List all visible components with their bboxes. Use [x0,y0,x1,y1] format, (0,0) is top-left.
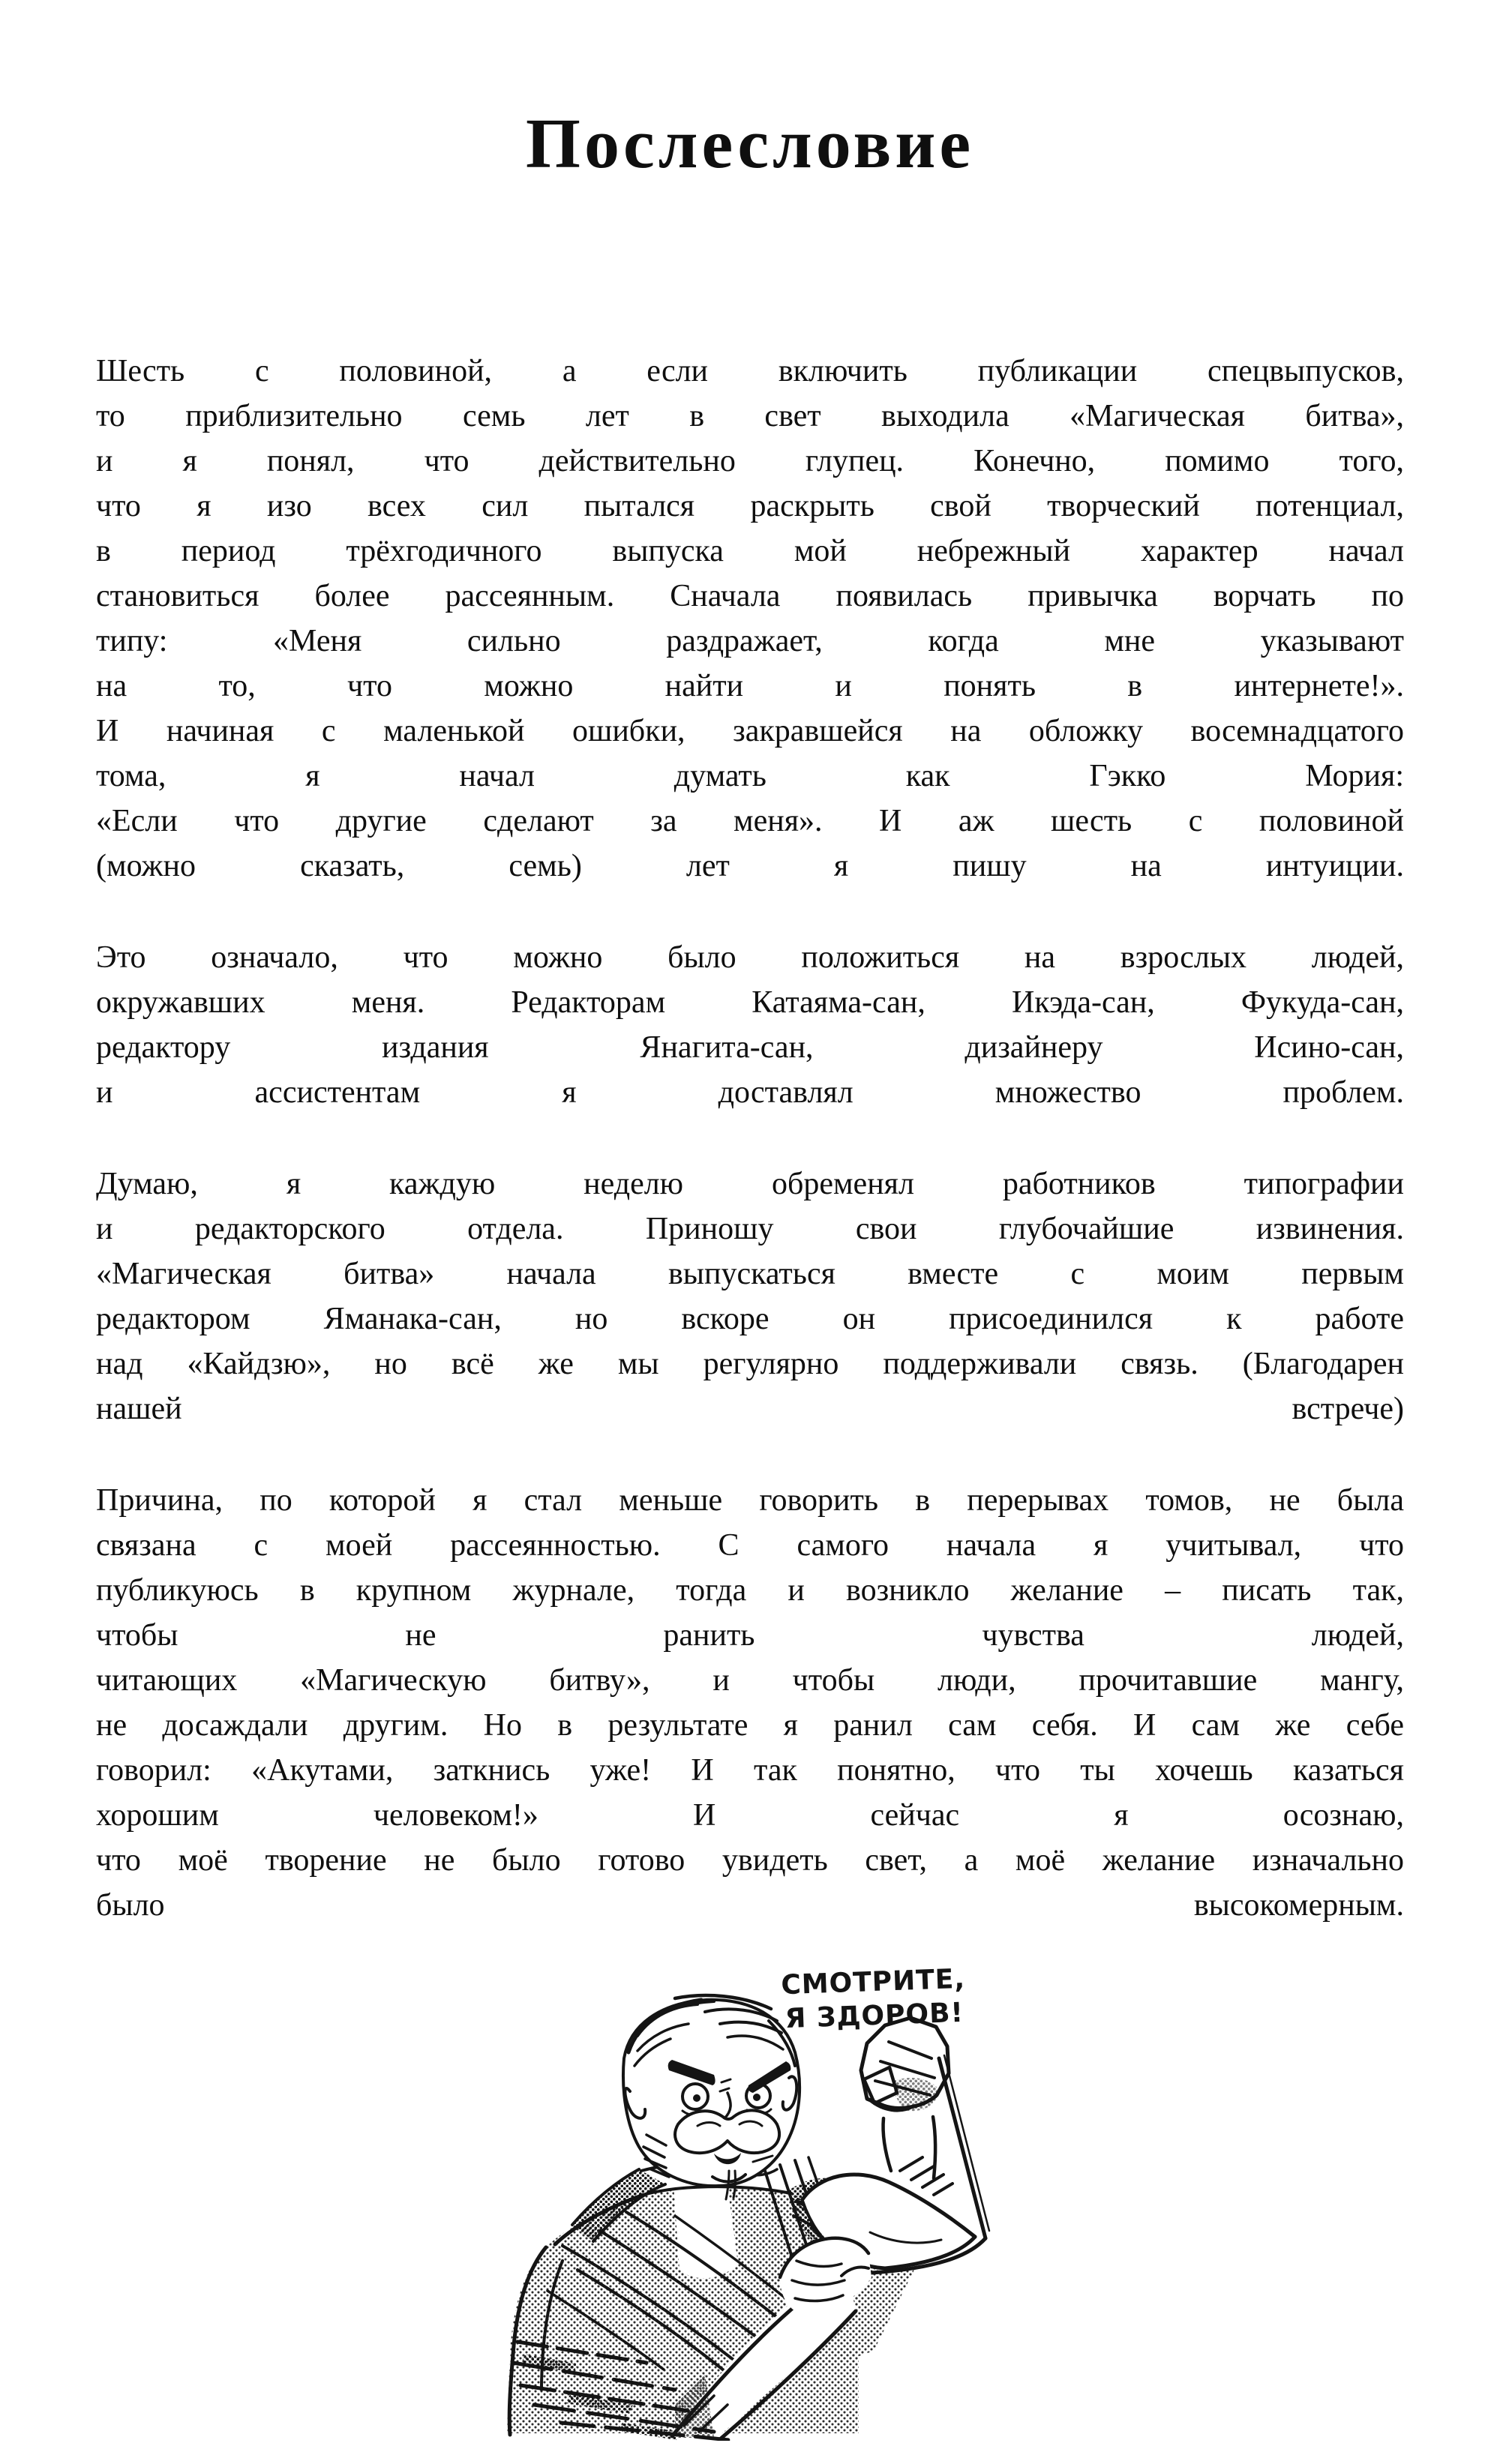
text-line: нашей встрече) [96,1392,1404,1426]
text-line: «Магическая битва» начала выпускаться вместе с моим первым [96,1257,1404,1291]
afterword-page [0,105,1500,2035]
text-line: на то, что можно найти и понять в интернете!». [96,669,1404,703]
text-line: становиться более рассеянным. Сначала появилась привычка ворчать по [96,579,1404,613]
author-illustration [450,1946,1020,2441]
text-line: над «Кайдзю», но всё же мы регулярно поддерживали связь. (Благодарен [96,1347,1404,1381]
text-line: Думаю, я каждую неделю обременял работников типографии [96,1167,1404,1201]
text-line: и ассистентам я доставлял множество проблем. [96,1075,1404,1110]
text-line: и я понял, что действительно глупец. Конечно, помимо того, [96,444,1404,478]
text-line: редактором Яманака-сан, но вскоре он присоединился к работе [96,1302,1404,1336]
text-line: публикуюсь в крупном журнале, тогда и возникло желание – писать так, [96,1573,1404,1608]
text-line: тома, я начал думать как Гэкко Мория: [96,759,1404,793]
text-line: типу: «Меня сильно раздражает, когда мне указывают [96,624,1404,658]
text-line: Это означало, что можно было положиться на взрослых людей, [96,940,1404,975]
text-line: то приблизительно семь лет в свет выходила «Магическая битва», [96,399,1404,433]
text-line: связана с моей рассеянностью. С самого начала я учитывал, что [96,1528,1404,1563]
speech-text [776,1962,973,2036]
afterword-text [96,349,1404,1974]
text-line: Причина, по которой я стал меньше говорить в перерывах томов, не была [96,1483,1404,1518]
text-line: И начиная с маленькой ошибки, закравшейся на обложку восемнадцатого [96,714,1404,748]
text-line: было высокомерным. [96,1888,1404,1923]
text-line: Шесть с половиной, а если включить публикации спецвыпусков, [96,354,1404,388]
paragraph-4 [96,1478,1404,1928]
text-line: говорил: «Акутами, заткнись уже! И так понятно, что ты хочешь казаться [96,1753,1404,1788]
speech-line-2: Я ЗДОРОВ! [784,1997,964,2035]
text-line: окружавших меня. Редакторам Катаяма-сан, Икэда-сан, Фукуда-сан, [96,985,1404,1020]
text-line: в период трёхгодичного выпуска мой небрежный характер начал [96,534,1404,568]
paragraph-2 [96,935,1404,1115]
paragraph-3 [96,1162,1404,1431]
text-line: редактору издания Янагита-сан, дизайнеру Исино-сан, [96,1030,1404,1065]
text-line: и редакторского отдела. Приношу свои глубочайшие извинения. [96,1212,1404,1246]
text-line: (можно сказать, семь) лет я пишу на интуиции. [96,849,1404,883]
text-line: чтобы не ранить чувства людей, [96,1618,1404,1653]
page-title: Послесловие [525,105,975,183]
text-line: что я изо всех сил пытался раскрыть свой творческий потенциал, [96,489,1404,523]
text-line: хорошим человеком!» И сейчас я осознаю, [96,1798,1404,1833]
text-line: читающих «Магическую битву», и чтобы люди, прочитавшие мангу, [96,1663,1404,1698]
text-line: не досаждали другим. Но в результате я ранил сам себя. И сам же себе [96,1708,1404,1743]
speech-line-1: СМОТРИТЕ, [780,1963,966,2001]
text-line: что моё творение не было готово увидеть свет, а моё желание изначально [96,1843,1404,1878]
paragraph-1 [96,349,1404,889]
text-line: «Если что другие сделают за меня». И аж шесть с половиной [96,804,1404,838]
